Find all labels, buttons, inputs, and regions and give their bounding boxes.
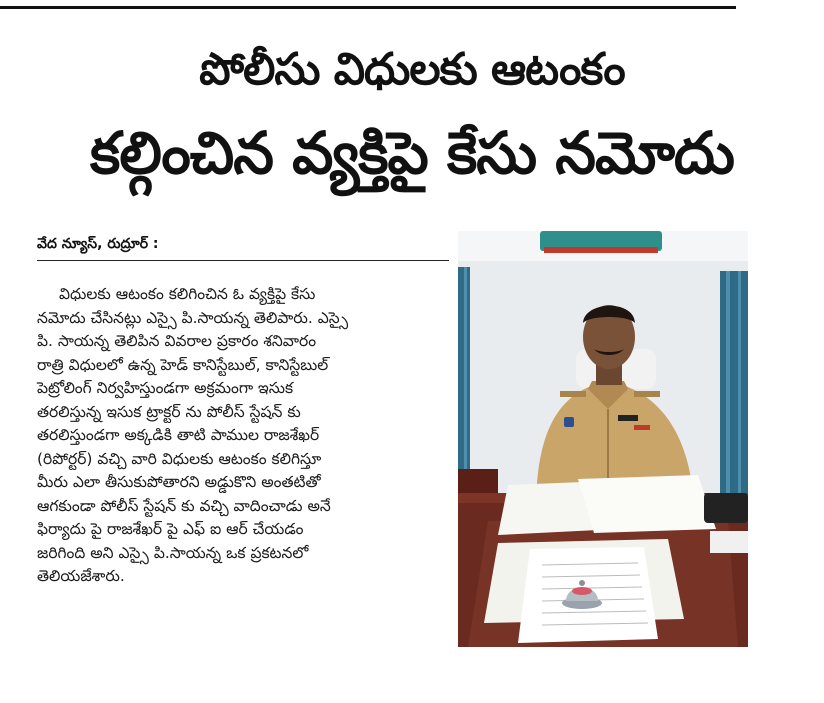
body-line: జరిగింది అని ఎస్సై పి.సాయన్న ఒక ప్రకటనలో [37,543,309,562]
body-line: పి. సాయన్న తెలిపిన వివరాల ప్రకారం శనివారం [37,332,317,350]
officer-photo [458,231,748,647]
headline-line-1: పోలీసు విధులకు ఆటంకం [199,44,625,95]
body-line: (రిపోర్టర్) వచ్చి వారి విధులకు ఆటంకం కలిగిస్తూ [37,449,322,468]
dateline-rule [37,260,449,261]
body-line: తరలిస్తుండగా అక్కడికి తాటి పాముల రాజశేఖర్ [37,426,320,444]
headline-line-2: కల్గించిన వ్యక్తిపై కేసు నమోదు [90,119,734,187]
article-body [37,283,449,589]
body-line: మీరు ఎలా తీసుకుపోతారని అడ్డుకొని అంతటితో [37,473,321,491]
dateline: వేద న్యూస్, రుద్రూర్ : [37,236,159,252]
body-line: ఆగకుండా పోలీస్ స్టేషన్ కు వచ్చి వాదించాడు అనే [37,496,331,515]
body-line: నమోదు చేసినట్లు ఎస్సై పి.సాయన్న తెలిపారు. ఎస్సై [37,308,349,327]
body-line: ఫిర్యాదు పై రాజశేఖర్ పై ఎఫ్ ఐ ఆర్ చేయడం [37,520,304,538]
top-rule [0,6,736,9]
body-line: రాత్రి విధులలో ఉన్న హెడ్ కానిస్టేబుల్, కానిస్టేబుల్ [37,355,329,374]
body-line: విధులకు ఆటంకం కలిగించిన ఓ వ్యక్తిపై కేసు [59,285,316,303]
body-line: తెలియజేశారు. [37,567,125,585]
body-line: పెట్రోలింగ్ నిర్వహిస్తుండగా అక్రమంగా ఇసుక [37,379,294,397]
body-line: తరలిస్తున్న ఇసుక ట్రాక్టర్ ను పోలీస్ స్టేషన్ కు [37,402,301,421]
